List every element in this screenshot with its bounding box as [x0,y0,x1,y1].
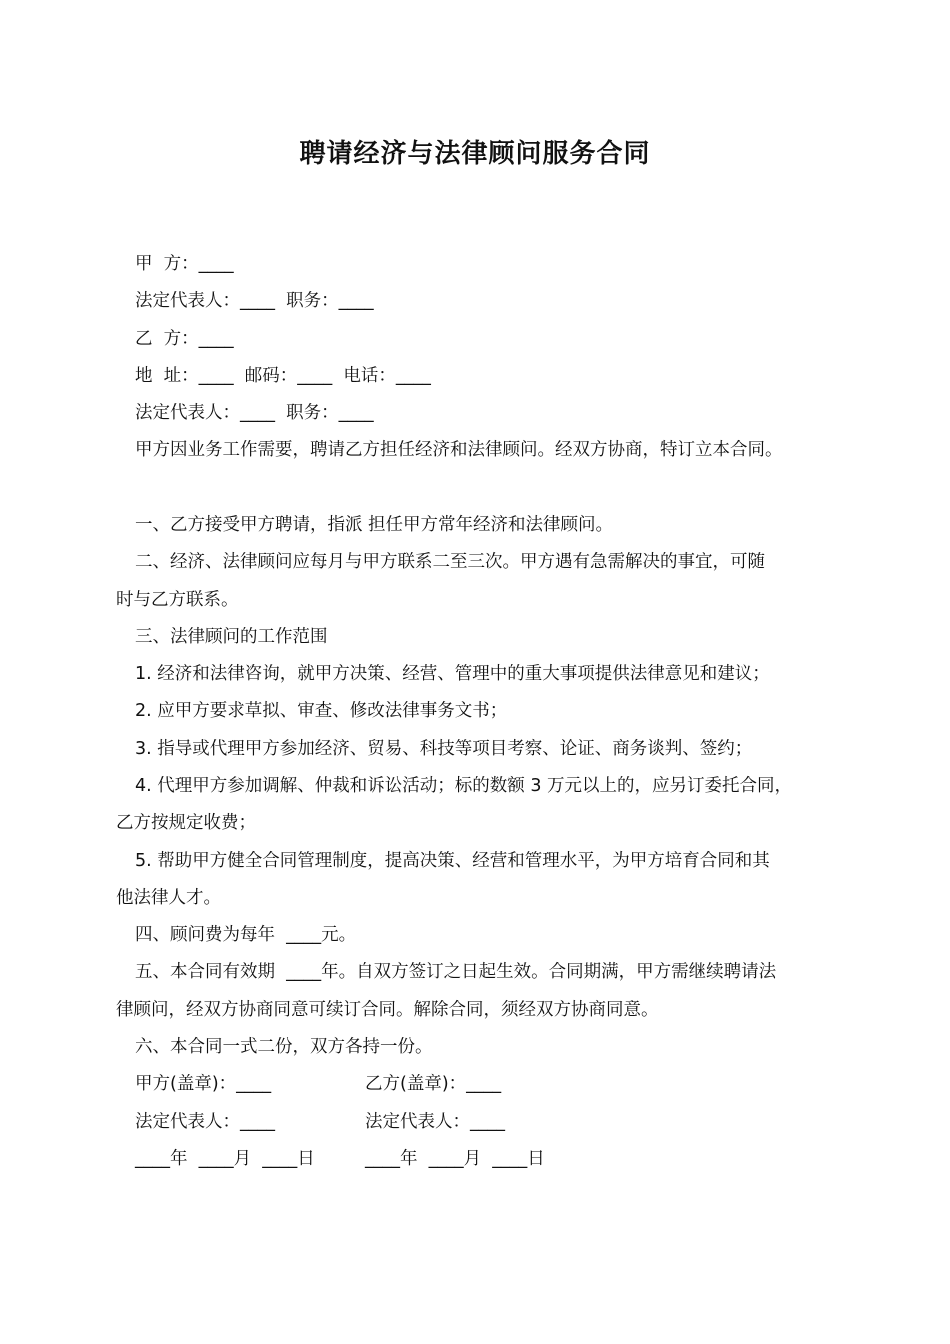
clause-1: 一、乙方接受甲方聘请，指派 担任甲方常年经济和法律顾问。 [135,515,614,535]
party-b-seal: 乙方(盖章)：____ [365,1074,502,1094]
party-a-seal: 甲方(盖章)：____ [135,1074,272,1094]
clause-2-line-1: 二、经济、法律顾问应每月与甲方联系二至三次。甲方遇有急需解决的事宜，可随 [135,552,765,572]
clause-6: 六、本合同一式二份，双方各持一份。 [135,1037,433,1057]
clause-3-heading: 三、法律顾问的工作范围 [135,627,328,647]
clause-5-line-1: 五、本合同有效期 ____年。自双方签订之日起生效。合同期满，甲方需继续聘请法 [135,962,777,982]
clause-3-item-2: 2. 应甲方要求草拟、审查、修改法律事务文书； [135,701,508,721]
clause-3-item-4-line-2: 乙方按规定收费； [116,813,256,833]
party-a-date: ____年 ____月 ____日 [135,1149,315,1169]
party-a-line: 甲 方：____ [135,254,234,274]
party-b-date: ____年 ____月 ____日 [365,1149,545,1169]
party-b-representative-signature: 法定代表人：____ [365,1112,505,1132]
party-b-representative-line: 法定代表人：____ 职务：____ [135,403,374,423]
clause-3-item-5-line-2: 他法律人才。 [116,888,221,908]
clause-2-line-2: 时与乙方联系。 [116,590,239,610]
party-a-representative-line: 法定代表人：____ 职务：____ [135,291,374,311]
party-a-representative-signature: 法定代表人：____ [135,1112,275,1132]
clause-3-item-1: 1. 经济和法律咨询，就甲方决策、经营、管理中的重大事项提供法律意见和建议； [135,664,770,684]
clause-3-item-5-line-1: 5. 帮助甲方健全合同管理制度，提高决策、经营和管理水平，为甲方培育合同和其 [135,851,770,871]
clause-3-item-4-line-1: 4. 代理甲方参加调解、仲裁和诉讼活动；标的数额 3 万元以上的，应另订委托合同， [135,776,793,796]
clause-4: 四、顾问费为每年 ____元。 [135,925,357,945]
clause-5-line-2: 律顾问，经双方协商同意可续订合同。解除合同，须经双方协商同意。 [116,1000,659,1020]
preamble-paragraph: 甲方因业务工作需要，聘请乙方担任经济和法律顾问。经双方协商，特订立本合同。 [135,440,783,460]
clause-3-item-3: 3. 指导或代理甲方参加经济、贸易、科技等项目考察、论证、商务谈判、签约； [135,739,753,759]
party-b-line: 乙 方：____ [135,329,234,349]
document-title: 聘请经济与法律顾问服务合同 [299,139,651,169]
address-line: 地 址：____ 邮码：____ 电话：____ [135,366,431,386]
